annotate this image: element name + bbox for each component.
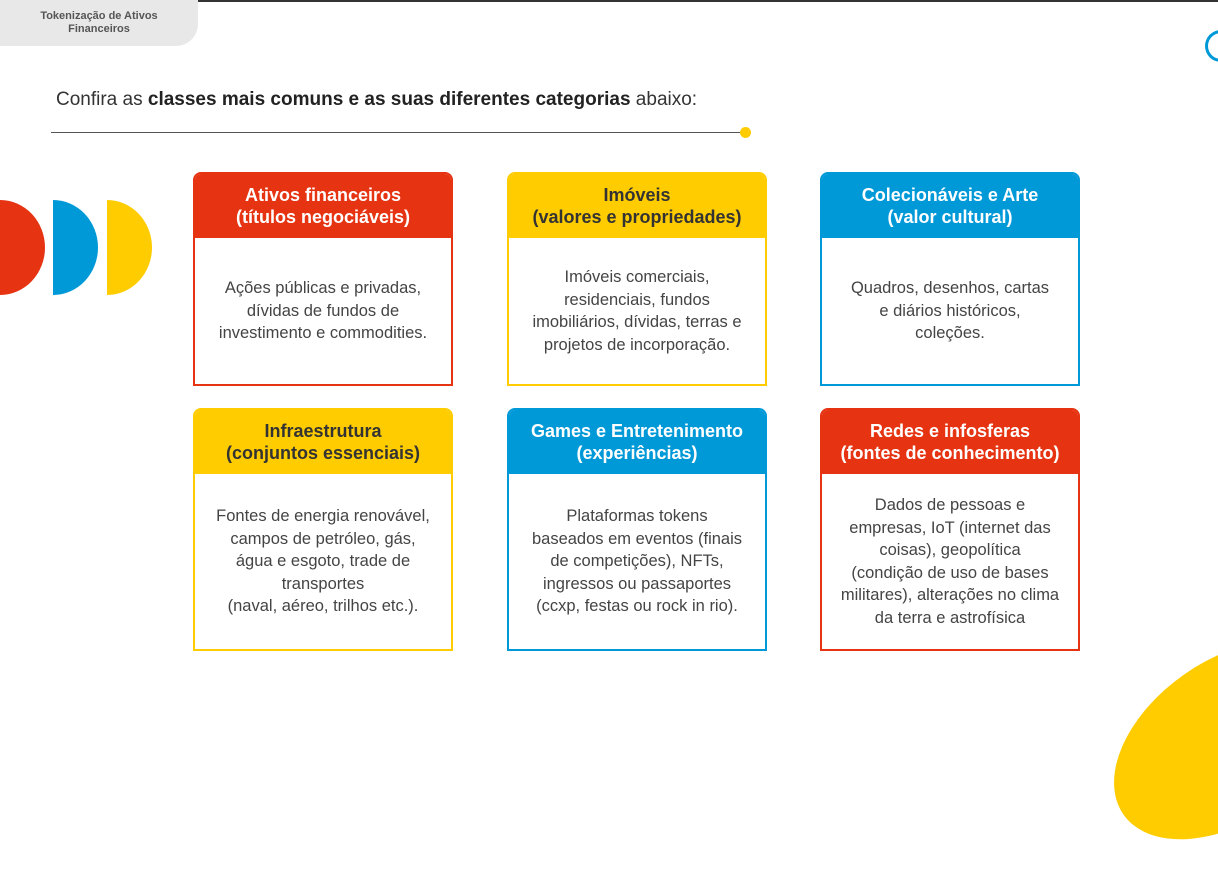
card-header: [822, 174, 1078, 238]
card-subtitle: (títulos negociáveis): [235, 207, 411, 227]
card-text-line: água e esgoto, trade de: [235, 552, 411, 571]
card-ativos-financeiros: [193, 172, 453, 386]
intro-text: [56, 89, 697, 111]
card-text-line: coleções.: [915, 324, 985, 343]
card-colecionaveis-arte: [820, 172, 1080, 386]
card-subtitle: (valores e propriedades): [532, 207, 742, 227]
card-text-line: projetos de incorporação.: [543, 335, 731, 354]
card-body: [195, 474, 451, 649]
card-text-line: e diários históricos,: [879, 301, 1021, 320]
card-text-line: baseados em eventos (finais: [531, 529, 743, 548]
card-title: Infraestrutura: [264, 421, 382, 441]
card-text-line: coisas), geopolítica: [879, 541, 1021, 559]
card-body: [822, 238, 1078, 384]
card-title: Imóveis: [603, 185, 671, 205]
chapter-tab: [0, 0, 198, 46]
card-infraestrutura: [193, 408, 453, 651]
card-text-line: Plataformas tokens: [566, 507, 708, 526]
card-body: [195, 238, 451, 384]
card-body: [822, 474, 1078, 649]
intro-bold: classes mais comuns e as suas diferentes categorias: [147, 89, 631, 110]
card-text-line: Imóveis comerciais,: [564, 268, 710, 286]
card-games-entretenimento: [507, 408, 767, 651]
red-circle-decoration: [0, 200, 45, 295]
card-title: Ativos financeiros: [244, 185, 402, 205]
card-text-line: Fontes de energia renovável,: [216, 507, 430, 526]
card-text-line: residenciais, fundos: [564, 290, 710, 309]
yellow-corner-decoration: [1078, 600, 1218, 880]
blue-arc-decoration: [1205, 30, 1218, 62]
card-title: Games e Entretenimento: [530, 421, 744, 441]
card-imoveis: [507, 172, 767, 386]
card-header: [195, 410, 451, 474]
intro-pre: Confira as: [56, 89, 148, 110]
card-subtitle: (fontes de conhecimento): [840, 443, 1060, 463]
card-text-line: empresas, IoT (internet das: [849, 518, 1051, 537]
card-header: [195, 174, 451, 238]
card-text-line: imobiliários, dívidas, terras e: [532, 313, 742, 331]
card-text-line: Quadros, desenhos, cartas: [850, 279, 1050, 298]
card-body: [509, 238, 765, 384]
card-redes-infosferas: [820, 408, 1080, 651]
card-text-line: (condição de uso de bases: [851, 563, 1049, 582]
card-text-line: transportes: [281, 574, 365, 593]
card-title: Colecionáveis e Arte: [861, 185, 1039, 205]
card-text-line: Ações públicas e privadas,: [224, 279, 422, 298]
card-text-line: (ccxp, festas ou rock in rio).: [536, 597, 738, 616]
card-text-line: militares), alterações no clima: [840, 586, 1060, 604]
card-text-line: Dados de pessoas e: [874, 496, 1026, 514]
card-header: [822, 410, 1078, 474]
intro-divider: [51, 132, 743, 133]
card-text-line: da terra e astrofísica: [874, 608, 1026, 627]
card-subtitle: (valor cultural): [887, 207, 1013, 227]
chapter-title-line1: Tokenização de Ativos: [40, 10, 158, 22]
card-text-line: ingressos ou passaportes: [542, 574, 731, 593]
card-title: Redes e infosferas: [869, 421, 1031, 441]
card-text-line: (naval, aéreo, trilhos etc.).: [227, 597, 419, 616]
divider-dot: [740, 127, 751, 138]
card-subtitle: (conjuntos essenciais): [225, 443, 421, 463]
card-header: [509, 410, 765, 474]
card-text-line: investimento e commodities.: [218, 324, 428, 343]
card-text-line: campos de petróleo, gás,: [230, 529, 416, 548]
card-body: [509, 474, 765, 649]
card-text-line: de competições), NFTs,: [550, 552, 724, 571]
card-text-line: dívidas de fundos de: [246, 301, 400, 320]
chapter-title-line2: Financeiros: [68, 23, 130, 35]
intro-post: abaixo:: [630, 89, 698, 110]
card-subtitle: (experiências): [576, 443, 698, 463]
card-header: [509, 174, 765, 238]
